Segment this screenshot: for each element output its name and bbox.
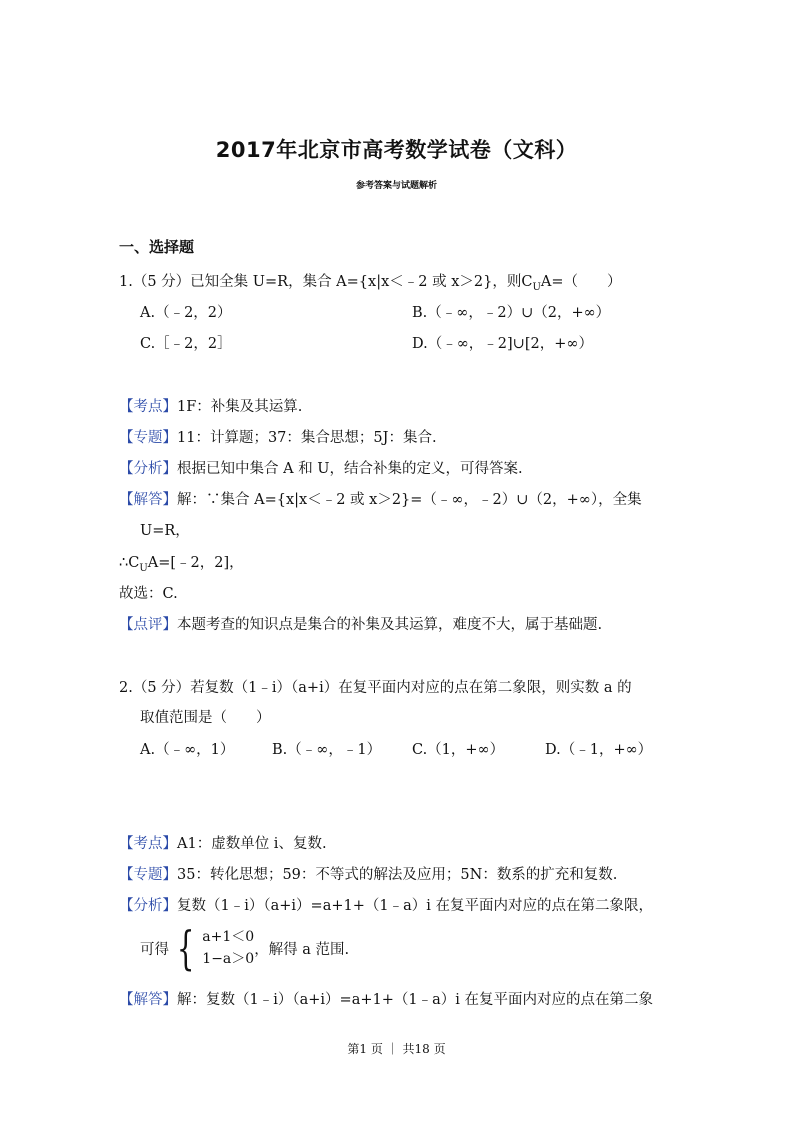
- q1-kaodian-text: 1F：补集及其运算.: [177, 399, 303, 415]
- q1-jieda-line3: [119, 551, 244, 574]
- q1-kaodian: [119, 395, 302, 416]
- q2-zhuanti-tag: 【专题】: [119, 867, 177, 883]
- q2-kaodian-tag: 【考点】: [119, 836, 177, 852]
- q2-fenxi-line2b: ，解得 a 范围.: [254, 941, 350, 958]
- q1-stem-b: A=（ ）: [540, 274, 622, 290]
- q1-jieda-tag: 【解答】: [119, 492, 177, 508]
- brace-symbol: {: [176, 921, 195, 975]
- q2-jieda-tag: 【解答】: [119, 992, 177, 1008]
- q1-stem: [119, 270, 622, 293]
- q2-stem-line2: 取值范围是（ ）: [140, 710, 271, 726]
- q2-fenxi: [119, 894, 653, 915]
- q1-jieda-line2: U=R，: [140, 523, 190, 539]
- q1-kaodian-tag: 【考点】: [119, 399, 177, 415]
- q1-jieda-line4: 故选：C.: [119, 586, 178, 602]
- q2-jieda: [119, 988, 653, 1009]
- q1-dianping-text: 本题考查的知识点是集合的补集及其运算，难度不大，属于基础题.: [177, 617, 603, 633]
- section-heading: 一、选择题: [119, 238, 195, 256]
- q1-jieda-line3b: A=[﹣2，2]，: [147, 555, 244, 571]
- q2-option-b: B.（﹣∞，﹣1）: [272, 742, 382, 758]
- q2-jieda-line1: 解：复数（1﹣i）（a+i）=a+1+（1﹣a）i 在复平面内对应的点在第二象: [177, 992, 653, 1008]
- q1-stem-sub: U: [532, 281, 541, 293]
- q2-stem-line1: 2.（5 分）若复数（1﹣i）（a+i）在复平面内对应的点在第二象限，则实数 a 的: [119, 680, 632, 696]
- q1-stem-a: 1.（5 分）已知全集 U=R，集合 A={x|x＜﹣2 或 x＞2}，则C: [119, 274, 533, 290]
- q1-jieda: [119, 488, 642, 509]
- page-title: 2017年北京市高考数学试卷（文科）: [215, 138, 578, 162]
- q2-fenxi-line1: 复数（1﹣i）（a+i）=a+1+（1﹣a）i 在复平面内对应的点在第二象限，: [177, 898, 653, 914]
- q2-zhuanti: [119, 863, 617, 884]
- q2-option-a: A.（﹣∞，1）: [140, 742, 235, 758]
- q1-fenxi: [119, 457, 523, 478]
- q2-zhuanti-text: 35：转化思想；59：不等式的解法及应用；5N：数系的扩充和复数.: [177, 867, 618, 883]
- q2-fenxi-line2a: 可得: [140, 941, 169, 958]
- q2-option-c: C.（1，+∞）: [412, 742, 505, 758]
- q1-zhuanti: [119, 426, 437, 447]
- q2-fenxi-tag: 【分析】: [119, 898, 177, 914]
- q1-dianping-tag: 【点评】: [119, 617, 177, 633]
- page-subtitle: 参考答案与试题解析: [355, 181, 437, 191]
- page-footer: 第1 页 ｜ 共18 页: [347, 1042, 446, 1056]
- q1-fenxi-tag: 【分析】: [119, 461, 177, 477]
- q2-option-d: D.（﹣1，+∞）: [545, 742, 653, 758]
- q1-jieda-line3-sub: U: [139, 562, 148, 574]
- q2-kaodian-text: A1：虚数单位 i、复数.: [177, 836, 327, 852]
- q2-fenxi-system: [140, 921, 350, 975]
- q1-jieda-line1: 解：∵集合 A={x|x＜﹣2 或 x＞2}=（﹣∞，﹣2）∪（2，+∞），全集: [177, 492, 642, 508]
- q1-option-c: C.［﹣2，2］: [140, 336, 232, 352]
- q1-fenxi-text: 根据已知中集合 A 和 U，结合补集的定义，可得答案.: [177, 461, 523, 477]
- q1-dianping: [119, 613, 602, 634]
- inequality-cases: [202, 926, 254, 970]
- q1-option-a: A.（﹣2，2）: [140, 305, 232, 321]
- q1-jieda-line3a: ∴C: [119, 555, 140, 571]
- q1-zhuanti-tag: 【专题】: [119, 430, 177, 446]
- q2-kaodian: [119, 832, 327, 853]
- q1-option-b: B.（﹣∞，﹣2）∪（2，+∞）: [412, 305, 611, 321]
- q1-option-d: D.（﹣∞，﹣2]∪[2，+∞）: [412, 336, 593, 352]
- case-2: 1−a＞0: [202, 951, 255, 967]
- case-1: a+1＜0: [202, 929, 255, 945]
- q1-zhuanti-text: 11：计算题；37：集合思想；5J：集合.: [177, 430, 437, 446]
